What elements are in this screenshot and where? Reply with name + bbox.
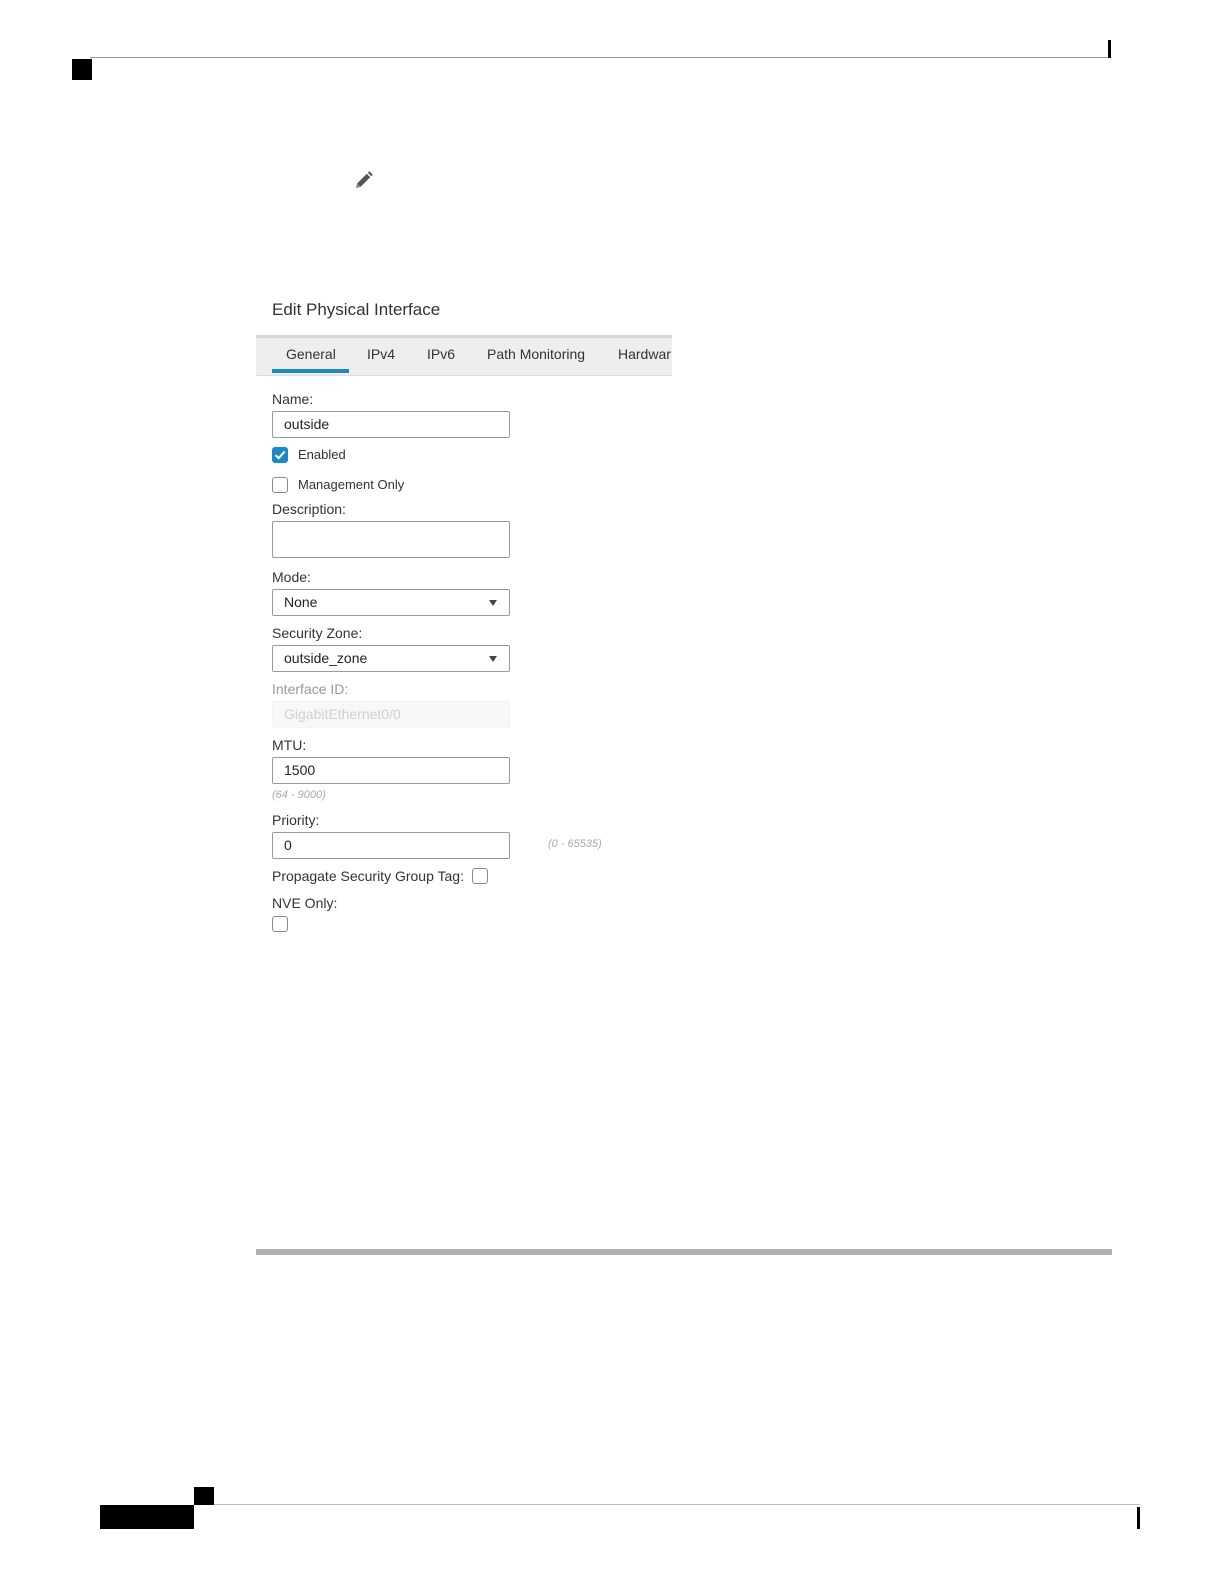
tab-bar <box>256 335 672 376</box>
description-input[interactable] <box>272 521 510 558</box>
tab-hardware[interactable]: Hardwar <box>618 346 671 362</box>
pencil-icon <box>352 170 374 192</box>
mtu-label: MTU: <box>272 737 307 753</box>
chevron-down-icon <box>489 656 497 662</box>
description-label: Description: <box>272 501 346 517</box>
checkmark-icon <box>273 448 287 462</box>
priority-range-hint: (0 - 65535) <box>548 838 602 850</box>
enabled-checkbox[interactable] <box>272 447 288 463</box>
tab-general[interactable]: General <box>286 346 336 362</box>
management-only-label: Management Only <box>298 477 405 492</box>
footer-square <box>194 1487 214 1505</box>
security-zone-select-value: outside_zone <box>284 650 368 666</box>
priority-input[interactable]: 0 <box>272 832 510 859</box>
header-tick <box>1108 40 1111 58</box>
propagate-sgt-label: Propagate Security Group Tag: <box>272 868 464 884</box>
name-label: Name: <box>272 391 314 407</box>
header-rule <box>90 57 1110 58</box>
mode-select[interactable] <box>272 589 510 616</box>
section-end-rule <box>256 1249 1112 1255</box>
tab-path-monitoring[interactable]: Path Monitoring <box>487 346 586 362</box>
footer-tick <box>1137 1507 1140 1529</box>
name-input[interactable]: outside <box>272 411 510 438</box>
mtu-range-hint: (64 - 9000) <box>272 789 326 801</box>
enabled-label: Enabled <box>298 447 346 462</box>
security-zone-label: Security Zone: <box>272 625 363 641</box>
footer-rule <box>194 1504 1140 1505</box>
tab-ipv4[interactable]: IPv4 <box>367 346 396 362</box>
footer-marker <box>100 1505 194 1529</box>
management-only-checkbox[interactable] <box>272 477 288 493</box>
header-marker <box>72 59 92 80</box>
interface-id-label: Interface ID: <box>272 681 349 697</box>
tab-ipv6[interactable]: IPv6 <box>427 346 456 362</box>
mode-select-value: None <box>284 594 318 610</box>
interface-id-field: GigabitEthernet0/0 <box>272 701 510 728</box>
security-zone-select[interactable] <box>272 645 510 672</box>
propagate-sgt-checkbox[interactable] <box>472 868 488 884</box>
mode-label: Mode: <box>272 569 311 585</box>
dialog-title: Edit Physical Interface <box>272 300 441 319</box>
nve-only-label: NVE Only: <box>272 895 338 911</box>
active-tab-indicator <box>272 369 349 373</box>
mtu-input[interactable]: 1500 <box>272 757 510 784</box>
chevron-down-icon <box>489 600 497 606</box>
nve-only-checkbox[interactable] <box>272 916 288 932</box>
priority-label: Priority: <box>272 812 320 828</box>
